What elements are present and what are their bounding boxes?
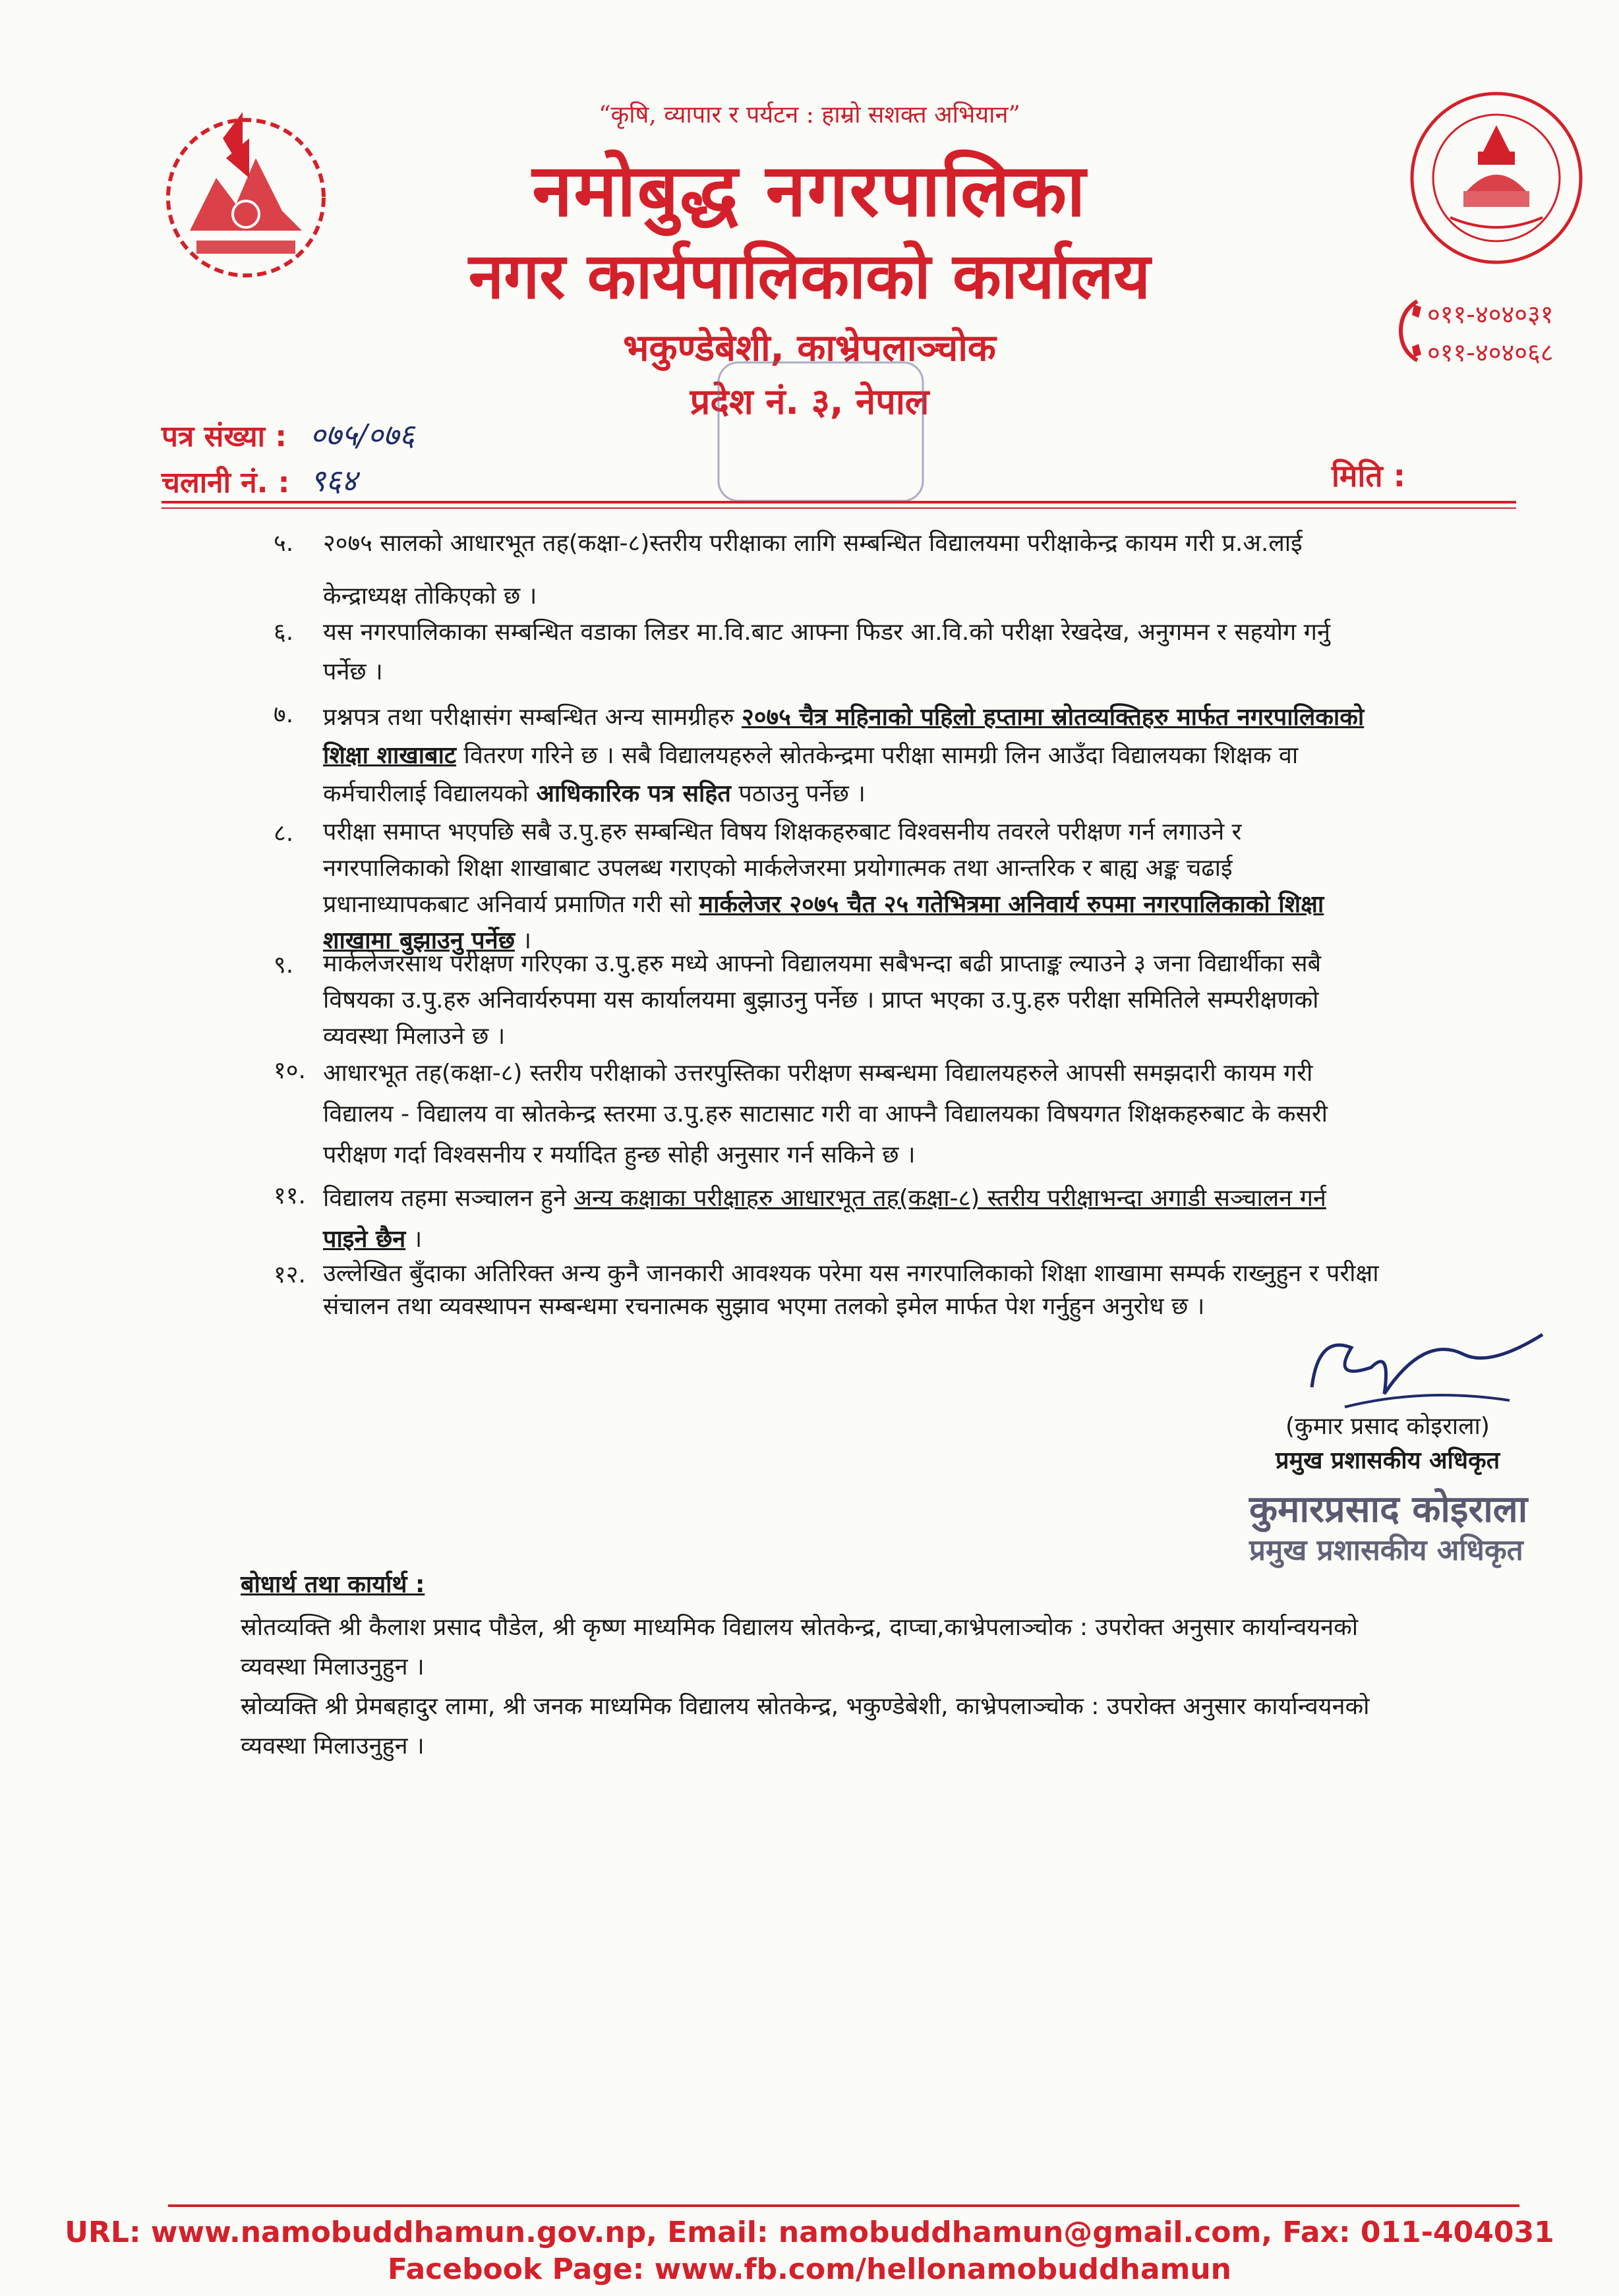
item-text: प्रश्नपत्र तथा परीक्षासंग सम्बन्धित अन्य सामग्रीहरु	[323, 704, 742, 731]
item-text: पठाउनु पर्नेछ ।	[730, 780, 866, 807]
item-line: संचालन तथा व्यवस्थापन सम्बन्धमा रचनात्मक सुझाव भएमा तलको इमेल मार्फत पेश गर्नुहुन अनुरोध छ ।	[323, 1293, 1205, 1320]
title-stamp: प्रमुख प्रशासकीय अधिकृत	[1249, 1534, 1523, 1567]
item-line: आधारभूत तह(कक्षा-८) स्तरीय परीक्षाको उत्तरपुस्तिका परीक्षण सम्बन्धमा विद्यालयहरुले आपसी समझदारी कायम गरी	[323, 1060, 1313, 1087]
item-line: २०७५ सालको आधारभूत तह(कक्षा-८)स्तरीय परीक्षाका लागि सम्बन्धित विद्यालयमा परीक्षाकेन्द्र कायम गरी प्र.अ.लाई	[323, 530, 1303, 557]
list-item	[323, 1178, 1510, 1260]
item-text-emphasis: अन्य कक्षाका परीक्षाहरु आधारभूत तह(कक्षा-८) स्तरीय परीक्षाभन्दा अगाडी सञ्चालन गर्न	[574, 1185, 1326, 1212]
item-line	[323, 1219, 1510, 1260]
municipality-title: नमोबुद्ध नगरपालिका	[532, 148, 1087, 233]
chalani-label: चलानी नं. :	[162, 466, 290, 500]
item-text-emphasis: शाखामा बुझाउनु पर्नेछ	[323, 927, 515, 954]
cc-line: व्यवस्था मिलाउनुहुन ।	[241, 1733, 425, 1760]
item-text: ।	[405, 1226, 423, 1253]
item-text: विद्यालय तहमा सञ्चालन हुने	[323, 1185, 574, 1212]
item-line: परीक्षा समाप्त भएपछि सबै उ.पु.हरु सम्बन्धित विषय शिक्षकहरुबाट विश्वसनीय तवरले परीक्षण गर्न लगाउने र	[323, 818, 1242, 846]
header-rule	[162, 501, 1516, 503]
item-number: ७.	[274, 701, 294, 728]
item-text: कर्मचारीलाई विद्यालयको	[323, 780, 537, 807]
item-line	[323, 1178, 1510, 1219]
name-stamp: कुमारप्रसाद कोइराला	[1249, 1488, 1528, 1531]
item-text-emphasis: २०७५ चैत्र महिनाको पहिलो हप्तामा स्रोतव्यक्तिहरु मार्फत नगरपालिकाको	[742, 704, 1365, 731]
item-line	[323, 699, 1510, 737]
item-number: १२.	[274, 1261, 306, 1288]
phone-number-1: ०११-४०४०३१	[1427, 300, 1554, 329]
address-line-2: प्रदेश नं. ३, नेपाल	[690, 381, 929, 422]
item-text-emphasis: पाइने छैन	[323, 1226, 406, 1253]
cc-list	[241, 1608, 1526, 1766]
list-item	[323, 814, 1510, 959]
phone-icon	[1398, 298, 1424, 364]
item-number: ६.	[274, 619, 294, 646]
cc-line: स्रोतव्यक्ति श्री कैलाश प्रसाद पौडेल, श्री कृष्ण माध्यमिक विद्यालय स्रोतकेन्द्र, दाप्चा,काभ्रेपलाञ्चोक : उपरोक्त अनुसार कार्यान्वयनको	[241, 1614, 1359, 1641]
item-line: विषयका उ.पु.हरु अनिवार्यरुपमा यस कार्यालयमा बुझाउनु पर्नेछ । प्राप्त भएका उ.पु.हरु परीक्षा समितिले सम्परीक्षणको	[323, 987, 1319, 1014]
item-line: केन्द्राध्यक्ष तोकिएको छ ।	[323, 583, 537, 610]
item-line	[323, 886, 1510, 923]
signatory-title: प्रमुख प्रशासकीय अधिकृत	[1276, 1447, 1500, 1474]
phone-numbers	[1427, 295, 1554, 372]
list-item	[323, 946, 1510, 1054]
chalani-value: ९६४	[310, 463, 357, 498]
office-title: नगर कार्यपालिकाको कार्यालय	[468, 239, 1151, 313]
item-line: मार्कलेजरसाथ परीक्षण गरिएका उ.पु.हरु मध्ये आफ्नो विद्यालयमा सबैभन्दा बढी प्राप्ताङ्क ल्याउने ३ जना विद्यार्थीका सबै	[323, 950, 1322, 977]
list-item	[323, 527, 1510, 613]
footer-rule	[168, 2204, 1519, 2207]
footer-facebook: Facebook Page: www.fb.com/hellonamobuddhamun	[387, 2253, 1232, 2286]
slogan: “कृषि, व्यापार र पर्यटन : हाम्रो सशक्त अभियान”	[599, 101, 1020, 129]
item-number: ८.	[274, 820, 294, 847]
item-text: प्रधानाध्यापकबाट अनिवार्य प्रमाणित गरी सो	[323, 891, 699, 918]
cc-heading: बोधार्थ तथा कार्यार्थ :	[241, 1571, 425, 1598]
patra-value: ०७५/०७६	[310, 417, 415, 453]
patra-label: पत्र संख्या :	[162, 420, 287, 453]
item-line: पर्नेछ ।	[323, 658, 383, 685]
header-rule-thin	[162, 507, 1516, 509]
handwritten-signature	[1292, 1308, 1556, 1420]
address-line-1: भकुण्डेबेशी, काभ्रेपलाञ्चोक	[623, 327, 996, 370]
item-number: ५.	[274, 530, 294, 557]
list-item	[323, 616, 1510, 689]
item-number: ९.	[274, 952, 294, 979]
item-line	[323, 775, 1510, 813]
signatory-name: (कुमार प्रसाद कोइराला)	[1285, 1413, 1490, 1440]
item-text-emphasis: आधिकारिक पत्र सहित	[536, 780, 731, 807]
item-line: विद्यालय - विद्यालय वा स्रोतकेन्द्र स्तरमा उ.पु.हरु साटासाट गरी वा आफ्नै विद्यालयका विषयगत शिक्षकहरुबाट के कसरी	[323, 1101, 1328, 1128]
item-line: व्यवस्था मिलाउने छ ।	[323, 1023, 506, 1050]
item-text-emphasis: शिक्षा शाखाबाट	[323, 742, 457, 769]
item-text: ।	[514, 927, 532, 954]
item-text-emphasis: मार्कलेजर २०७५ चैत २५ गतेभित्रमा अनिवार्य रुपमा नगरपालिकाको शिक्षा	[699, 891, 1324, 918]
item-line: यस नगरपालिकाका सम्बन्धित वडाका लिडर मा.वि.बाट आफ्ना फिडर आ.वि.को परीक्षा रेखदेख, अनुगमन र सहयोग गर्नु	[323, 619, 1330, 646]
list-item	[323, 699, 1510, 813]
item-line: परीक्षण गर्दा विश्वसनीय र मर्यादित हुन्छ सोही अनुसार गर्न सकिने छ ।	[323, 1141, 916, 1168]
item-text: वितरण गरिने छ । सबै विद्यालयहरुले स्रोतकेन्द्रमा परीक्षा सामग्री लिन आउँदा विद्यालयका शिक्षक वा	[456, 742, 1299, 769]
office-stamp	[712, 356, 929, 507]
phone-number-2: ०११-४०४०६८	[1427, 338, 1554, 367]
item-line: उल्लेखित बुँदाका अतिरिक्त अन्य कुनै जानकारी आवश्यक परेमा यस नगरपालिकाको शिक्षा शाखामा सम्पर्क राख्नुहुन र परीक्षा	[323, 1260, 1379, 1287]
cc-line: व्यवस्था मिलाउनुहुन ।	[241, 1653, 425, 1680]
item-line: नगरपालिकाको शिक्षा शाखाबाट उपलब्ध गराएको मार्कलेजरमा प्रयोगात्मक तथा आन्तरिक र बाह्य अङ्क चढाई	[323, 855, 1233, 882]
list-item	[323, 1053, 1510, 1176]
cc-line: स्रोव्यक्ति श्री प्रेमबहादुर लामा, श्री जनक माध्यमिक विद्यालय स्रोतकेन्द्र, भकुण्डेबेशी, काभ्रेपलाञ्चोक : उपरोक्त अनुसार कार्यान्वयनको	[241, 1693, 1370, 1720]
item-number: ११.	[274, 1182, 306, 1209]
footer-contact: URL: www.namobuddhamun.gov.np, Email: namobuddhamun@gmail.com, Fax: 011-404031	[65, 2216, 1554, 2249]
item-number: १०.	[274, 1057, 306, 1084]
date-label: मिति :	[1332, 458, 1405, 494]
item-line	[323, 737, 1510, 775]
